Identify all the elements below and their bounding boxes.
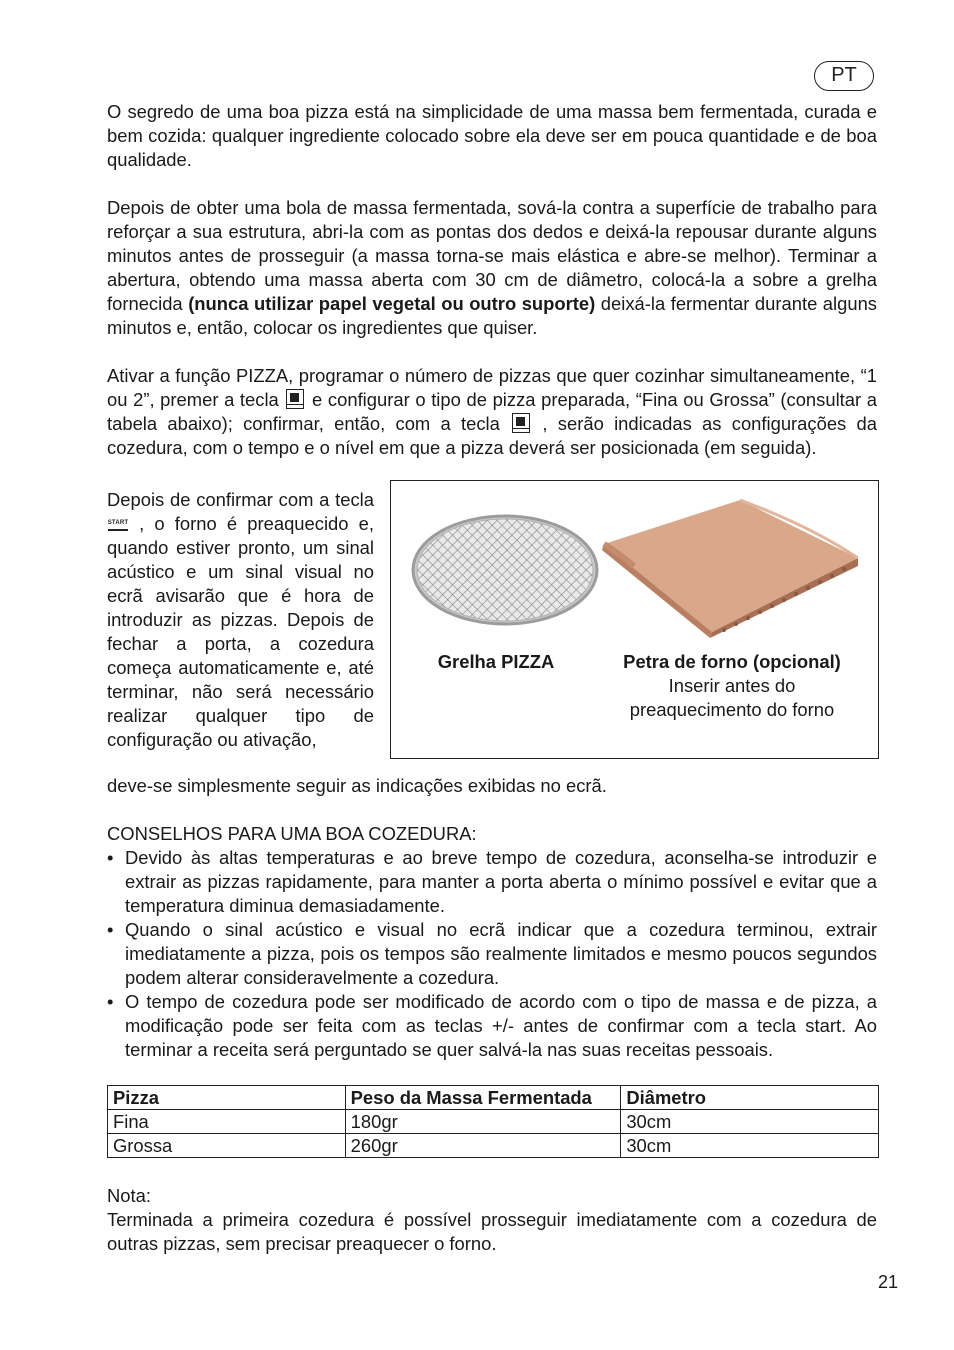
- table-row: [108, 1110, 879, 1134]
- dough-paragraph: [107, 196, 877, 340]
- follow-instructions-text: deve-se simplesmente seguir as indicações exibidas no ecrã.: [107, 775, 607, 796]
- table-header-cell: Pizza: [108, 1086, 346, 1110]
- function-text-c: , serão indicadas as configurações da cozedura, com o tempo e o nível em que a pizza deverá ser posicionada (em seguida).: [107, 413, 877, 458]
- start-key-icon: START: [107, 520, 129, 534]
- table-cell: Fina: [108, 1110, 346, 1134]
- menu-key-icon: [286, 389, 304, 409]
- table-cell: 180gr: [345, 1110, 621, 1134]
- stone-caption-note: Inserir antes do preaquecimento do forno: [629, 675, 835, 720]
- list-item: • O tempo de cozedura pode ser modificado de acordo com o tipo de massa e de pizza, a modificação pode ser feita com as teclas +/- antes de confirmar com a tecla start. Ao terminar a receita será perguntado se quer salvá-la nas suas receitas pessoais.: [107, 990, 877, 1062]
- table-header-cell: Peso da Massa Fermentada: [345, 1086, 621, 1110]
- list-item: • Devido às altas temperaturas e ao breve tempo de cozedura, aconselha-se introduzir e extrair as pizzas rapidamente, para manter a porta aberta o mínimo possível e evitar que a temperatura diminua demasiadamente.: [107, 846, 877, 918]
- stone-caption: [614, 650, 850, 722]
- grill-caption: Grelha PIZZA: [437, 651, 555, 672]
- table-row: [108, 1134, 879, 1158]
- preheat-text-b: , o forno é preaquecido e, quando estiver pronto, um sinal acústico e um sinal visual no ecrã avisarão que é hora de introduzir as pizzas. Depois de fechar a porta, a cozedura começa automaticamente e, até terminar, não será necessário realizar qualquer tipo de configuração ou ativação,: [107, 513, 374, 750]
- table-cell: 30cm: [621, 1110, 879, 1134]
- dough-text-start: Depois de obter uma bola de massa fermentada, sová-la contra a superfície de trabalho para reforçar a sua estrutura, abri-la com as pontas dos dedos e deixá-la repousar durante alguns minutos antes de prosseguir (a massa torna-se mais elástica e abre-se melhor). Terminar a abertura, obtendo uma massa aberta com 30 cm de diâmetro, colocá-la a sobre a grelha fornecida: [107, 197, 877, 314]
- table-cell: 260gr: [345, 1134, 621, 1158]
- table-cell: Grossa: [108, 1134, 346, 1158]
- table-header-row: [108, 1086, 879, 1110]
- note-label: Nota:: [107, 1185, 151, 1206]
- tips-list: [107, 846, 877, 1062]
- function-text-a: Ativar a função PIZZA, programar o número de pizzas que quer cozinhar simultaneamente, “1 ou 2”, premer a tecla: [107, 365, 877, 410]
- preheat-paragraph: [107, 488, 374, 752]
- note-text: Terminada a primeira cozedura é possível prosseguir imediatamente com a cozedura de outras pizzas, sem precisar preaquecer o forno.: [107, 1209, 877, 1254]
- pizza-table: [107, 1085, 879, 1158]
- table-header-cell: Diâmetro: [621, 1086, 879, 1110]
- dough-text-end: deixá-la fermentar durante alguns minutos e, então, colocar os ingredientes que quiser.: [107, 293, 878, 338]
- tips-title: CONSELHOS PARA UMA BOA COZEDURA:: [107, 823, 477, 844]
- dough-warning: (nunca utilizar papel vegetal ou outro suporte): [188, 293, 596, 314]
- pizza-grill-image: [408, 510, 604, 630]
- page-number: 21: [878, 1272, 899, 1292]
- intro-paragraph: O segredo de uma boa pizza está na simplicidade de uma massa bem fermentada, curada e bem cozida: qualquer ingrediente colocado sobre ela deve ser em pouca quantidade e de boa qualidade.: [107, 101, 877, 170]
- menu-key-icon: [512, 413, 530, 433]
- function-text-b: e configurar o tipo de pizza preparada, “Fina ou Grossa” (consultar a tabela abaixo); confirmar, então, com a tecla: [107, 389, 877, 434]
- list-item: • Quando o sinal acústico e visual no ecrã indicar que a cozedura terminou, extrair imediatamente a pizza, pois os tempos são realmente limitados e mesmo poucos segundos podem alterar consideravelmente a cozedura.: [107, 918, 877, 990]
- preheat-text-a: Depois de confirmar com a tecla: [107, 489, 374, 510]
- note-section: [107, 1184, 877, 1256]
- table-cell: 30cm: [621, 1134, 879, 1158]
- baking-stone-image: [600, 496, 862, 640]
- language-badge: PT: [814, 61, 874, 91]
- stone-caption-title: Petra de forno (opcional): [623, 651, 841, 672]
- function-paragraph: [107, 364, 877, 460]
